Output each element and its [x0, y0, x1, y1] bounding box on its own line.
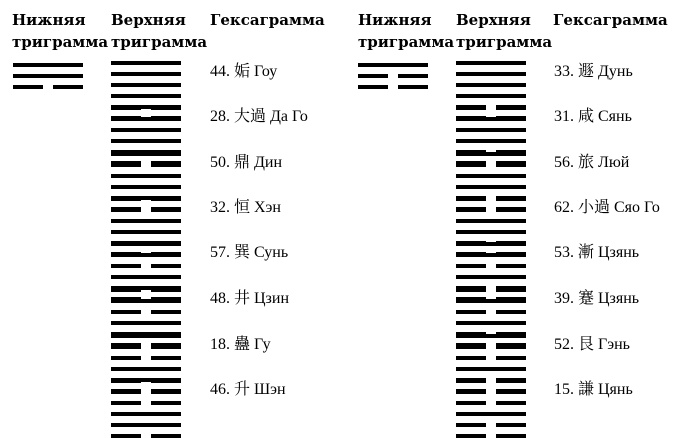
line-segment — [456, 423, 486, 427]
yang-line — [111, 230, 181, 234]
line-segment — [456, 334, 526, 338]
line-segment — [456, 72, 526, 76]
line-segment — [111, 174, 181, 178]
yin-line — [111, 106, 181, 110]
header-upper-trigram: Верхняя триграмма — [456, 11, 553, 51]
line-segment — [456, 128, 526, 132]
line-segment — [111, 423, 181, 427]
header-upper-trigram: Верхняя триграмма — [111, 11, 208, 51]
line-segment — [151, 345, 181, 349]
yin-line — [456, 288, 526, 292]
line-segment — [456, 345, 486, 349]
line-segment — [456, 310, 486, 314]
yin-line — [111, 390, 181, 394]
line-segment — [111, 152, 181, 156]
yin-line — [111, 379, 181, 383]
lower-trigram-xun — [13, 63, 83, 89]
line-segment — [151, 208, 181, 212]
line-segment — [456, 412, 526, 416]
yin-line — [456, 423, 526, 427]
line-segment — [456, 117, 526, 121]
line-segment — [496, 208, 526, 212]
yin-line — [111, 345, 181, 349]
line-segment — [111, 264, 141, 268]
line-segment — [496, 423, 526, 427]
yin-line — [111, 434, 181, 438]
yang-line — [456, 139, 526, 143]
yang-line — [456, 242, 526, 246]
yin-line — [111, 197, 181, 201]
hexagram-name: 15. 謙 Цянь — [554, 381, 633, 398]
line-segment — [111, 321, 181, 325]
line-segment — [456, 94, 526, 98]
line-segment — [13, 63, 83, 67]
line-segment — [456, 139, 526, 143]
hexagram-name: 18. 蠱 Гу — [210, 336, 271, 353]
hexagram-name: 52. 艮 Гэнь — [554, 336, 630, 353]
yang-line — [111, 253, 181, 257]
line-segment — [398, 85, 428, 89]
yin-line — [111, 356, 181, 360]
line-segment — [456, 208, 486, 212]
yang-line — [456, 185, 526, 189]
line-segment — [456, 185, 526, 189]
yin-line — [111, 401, 181, 405]
line-segment — [151, 288, 181, 292]
line-segment — [456, 275, 526, 279]
yang-line — [111, 61, 181, 65]
yang-line — [456, 367, 526, 371]
line-segment — [456, 356, 486, 360]
line-segment — [496, 288, 526, 292]
yang-line — [111, 83, 181, 87]
line-segment — [496, 390, 526, 394]
line-segment — [111, 117, 181, 121]
yang-line — [111, 174, 181, 178]
line-segment — [456, 321, 526, 325]
line-segment — [111, 219, 181, 223]
line-segment — [456, 230, 526, 234]
yang-line — [111, 219, 181, 223]
line-segment — [151, 163, 181, 167]
line-segment — [456, 264, 486, 268]
line-segment — [111, 288, 141, 292]
line-segment — [111, 345, 141, 349]
line-segment — [398, 74, 428, 78]
line-segment — [111, 106, 141, 110]
yin-line — [456, 208, 526, 212]
yang-line — [111, 72, 181, 76]
yin-line — [456, 197, 526, 201]
yin-line — [456, 356, 526, 360]
yin-line — [111, 288, 181, 292]
yang-line — [456, 128, 526, 132]
lower-trigram-gen — [358, 63, 428, 89]
line-segment — [496, 310, 526, 314]
line-segment — [358, 63, 428, 67]
line-segment — [456, 197, 486, 201]
line-segment — [13, 85, 43, 89]
yang-line — [456, 94, 526, 98]
yin-line — [111, 208, 181, 212]
hexagram-name: 44. 姤 Гоу — [210, 63, 278, 80]
line-segment — [456, 152, 526, 156]
line-segment — [456, 288, 486, 292]
yang-line — [456, 72, 526, 76]
line-segment — [456, 379, 486, 383]
line-segment — [151, 434, 181, 438]
line-segment — [496, 197, 526, 201]
line-segment — [496, 434, 526, 438]
yang-line — [111, 128, 181, 132]
yin-line — [111, 310, 181, 314]
hexagram-name: 56. 旅 Люй — [554, 154, 630, 171]
line-segment — [13, 74, 83, 78]
yin-line — [456, 310, 526, 314]
line-segment — [151, 264, 181, 268]
line-segment — [111, 334, 181, 338]
yin-line — [456, 390, 526, 394]
yang-line — [456, 334, 526, 338]
yang-line — [456, 83, 526, 87]
header-hexagram: Гексаграмма — [553, 11, 668, 29]
line-segment — [456, 106, 486, 110]
line-segment — [111, 434, 141, 438]
yin-line — [456, 106, 526, 110]
line-segment — [456, 401, 486, 405]
line-segment — [456, 242, 526, 246]
hexagram-name: 50. 鼎 Дин — [210, 154, 283, 171]
hexagram-name: 57. 巽 Сунь — [210, 244, 289, 261]
yin-line — [111, 264, 181, 268]
yang-line — [456, 117, 526, 121]
hexagram-name: 53. 漸 Цзянь — [554, 244, 640, 261]
yang-line — [111, 185, 181, 189]
hexagram-kun-gen — [456, 379, 526, 438]
yang-line — [456, 219, 526, 223]
yang-line — [456, 174, 526, 178]
hexagram-name: 39. 蹇 Цзянь — [554, 290, 640, 307]
yang-line — [111, 334, 181, 338]
yang-line — [358, 63, 428, 67]
line-segment — [496, 356, 526, 360]
hexagram-kun-xun — [111, 379, 181, 438]
line-segment — [111, 310, 141, 314]
line-segment — [111, 379, 141, 383]
line-segment — [111, 61, 181, 65]
yin-line — [456, 379, 526, 383]
yang-line — [13, 63, 83, 67]
line-segment — [111, 275, 181, 279]
line-segment — [111, 253, 181, 257]
yang-line — [111, 423, 181, 427]
line-segment — [151, 390, 181, 394]
line-segment — [456, 253, 526, 257]
hexagram-name: 28. 大過 Да Го — [210, 108, 308, 125]
line-segment — [111, 185, 181, 189]
hexagram-name: 31. 咸 Сянь — [554, 108, 632, 125]
line-segment — [496, 379, 526, 383]
yang-line — [111, 94, 181, 98]
yang-line — [13, 74, 83, 78]
line-segment — [111, 163, 141, 167]
line-segment — [456, 163, 486, 167]
line-segment — [111, 401, 141, 405]
line-segment — [456, 367, 526, 371]
line-segment — [111, 72, 181, 76]
hexagram-name: 33. 遯 Дунь — [554, 63, 633, 80]
line-segment — [496, 163, 526, 167]
line-segment — [151, 401, 181, 405]
line-segment — [111, 242, 181, 246]
yang-line — [111, 152, 181, 156]
line-segment — [111, 230, 181, 234]
yang-line — [111, 412, 181, 416]
line-segment — [111, 94, 181, 98]
line-segment — [151, 106, 181, 110]
line-segment — [456, 174, 526, 178]
line-segment — [456, 390, 486, 394]
line-segment — [151, 379, 181, 383]
hexagram-name: 48. 井 Цзин — [210, 290, 290, 307]
hexagram-name: 46. 升 Шэн — [210, 381, 286, 398]
header-hexagram: Гексаграмма — [210, 11, 325, 29]
line-segment — [111, 356, 141, 360]
yang-line — [111, 117, 181, 121]
yin-line — [111, 163, 181, 167]
yang-line — [111, 367, 181, 371]
line-segment — [111, 390, 141, 394]
line-segment — [53, 85, 83, 89]
line-segment — [111, 128, 181, 132]
line-segment — [358, 74, 388, 78]
line-segment — [111, 299, 181, 303]
line-segment — [496, 106, 526, 110]
yin-line — [456, 163, 526, 167]
yang-line — [111, 242, 181, 246]
line-segment — [111, 83, 181, 87]
line-segment — [151, 310, 181, 314]
yang-line — [111, 321, 181, 325]
line-segment — [111, 197, 141, 201]
yang-line — [456, 321, 526, 325]
line-segment — [456, 219, 526, 223]
yang-line — [456, 253, 526, 257]
hexagram-name: 32. 恒 Хэн — [210, 199, 281, 216]
yang-line — [111, 275, 181, 279]
line-segment — [151, 356, 181, 360]
line-segment — [111, 139, 181, 143]
yin-line — [13, 85, 83, 89]
line-segment — [456, 434, 486, 438]
header-lower-trigram: Нижняя триграмма — [12, 11, 109, 51]
yang-line — [111, 299, 181, 303]
line-segment — [111, 367, 181, 371]
yin-line — [456, 264, 526, 268]
line-segment — [111, 412, 181, 416]
line-segment — [456, 61, 526, 65]
yin-line — [456, 345, 526, 349]
yin-line — [456, 434, 526, 438]
yin-line — [456, 401, 526, 405]
yin-line — [358, 74, 428, 78]
hexagram-name: 62. 小過 Сяо Го — [554, 199, 660, 216]
line-segment — [358, 85, 388, 89]
yang-line — [456, 230, 526, 234]
yang-line — [456, 299, 526, 303]
yang-line — [456, 152, 526, 156]
yang-line — [456, 61, 526, 65]
line-segment — [496, 401, 526, 405]
line-segment — [456, 299, 526, 303]
line-segment — [111, 208, 141, 212]
yang-line — [456, 412, 526, 416]
line-segment — [496, 345, 526, 349]
yang-line — [111, 139, 181, 143]
yang-line — [456, 275, 526, 279]
line-segment — [496, 264, 526, 268]
header-lower-trigram: Нижняя триграмма — [358, 11, 455, 51]
yin-line — [358, 85, 428, 89]
line-segment — [151, 197, 181, 201]
line-segment — [456, 83, 526, 87]
